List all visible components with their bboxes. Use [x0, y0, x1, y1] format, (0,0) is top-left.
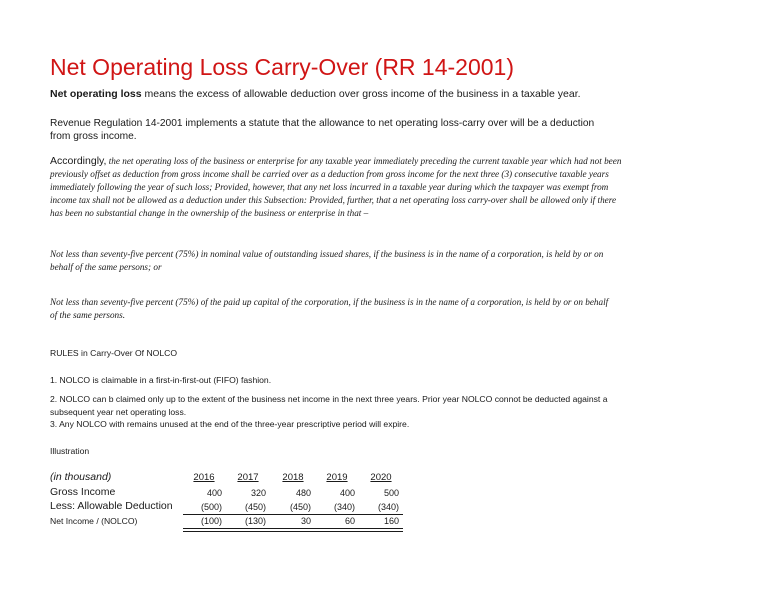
table-cell: (340) [333, 502, 355, 512]
subtotal-rule [183, 514, 403, 515]
table-cell: 30 [300, 516, 311, 526]
table-cell: 400 [339, 488, 355, 498]
year-header: 2018 [282, 472, 304, 483]
gross-income-label: Gross Income [50, 486, 116, 498]
revenue-regulation-paragraph: Revenue Regulation 14-2001 implements a statute that the allowance to net operating loss-carry over will be a deduction from gross income. [50, 118, 595, 142]
table-cell: 500 [383, 488, 399, 498]
table-cell: 320 [250, 488, 266, 498]
nol-definition-text: means the excess of allowable deduction over gross income of the business in a taxable year. [141, 88, 581, 100]
ownership-condition-1: Not less than seventy-five percent (75%) in nominal value of outstanding issued shares, if the business is in the name of a corporation, is held by or on behalf of the same persons; or [50, 249, 604, 272]
page-title: Net Operating Loss Carry-Over (RR 14-2001) [50, 54, 514, 80]
accordingly-paragraph [50, 155, 630, 220]
table-cell: (130) [244, 516, 266, 526]
nol-definition [50, 88, 730, 100]
table-cell: (100) [200, 516, 222, 526]
allowable-deduction-label: Less: Allowable Deduction [50, 500, 173, 512]
rule-2: 2. NOLCO can b claimed only up to the extent of the business net income in the next three years. Prior year NOLCO connot be deducted against a subsequent year net operating loss. [50, 394, 608, 417]
table-cell: 160 [383, 516, 399, 526]
unit-label: (in thousand) [50, 471, 112, 483]
rule-3: 3. Any NOLCO with remains unused at the end of the three-year prescriptive period will expire. [50, 419, 410, 429]
total-double-rule-top [183, 528, 403, 529]
ownership-condition-2: Not less than seventy-five percent (75%) of the paid up capital of the corporation, if the business is in the name of a corporation, is held by or on behalf of the same persons. [50, 297, 609, 320]
accordingly-text: the net operating loss of the business or enterprise for any taxable year immediately preceding the current taxable year which had not been previously offset as deduction from gross income shall be carried over as a deduction from gross income for the next three (3) consecutive taxable years immediately following the year of such loss; Provided, however, that any net loss incurred in a taxable year during which the taxpayer was exempt from income tax shall not be allowed as a deduction under this Subsection: Provided, further, that a net operating loss carry-over shall be allowed only if there has been no substantial change in the ownership of the business or enterprise in that – [50, 156, 622, 218]
table-cell: (450) [244, 502, 266, 512]
table-cell: (500) [200, 502, 222, 512]
year-header: 2019 [326, 472, 348, 483]
table-cell: 400 [206, 488, 222, 498]
year-header: 2017 [237, 472, 259, 483]
table-cell: (450) [289, 502, 311, 512]
year-header: 2020 [370, 472, 392, 483]
year-header: 2016 [193, 472, 215, 483]
accordingly-lead: Accordingly, [50, 155, 107, 167]
table-cell: 480 [295, 488, 311, 498]
total-double-rule-bottom [183, 531, 403, 532]
net-income-label: Net Income / (NOLCO) [50, 516, 138, 526]
nol-term: Net operating loss [50, 88, 142, 100]
illustration-heading: Illustration [50, 446, 90, 456]
table-cell: 60 [344, 516, 355, 526]
table-cell: (340) [377, 502, 399, 512]
rule-1: 1. NOLCO is claimable in a first-in-first-out (FIFO) fashion. [50, 375, 272, 385]
rules-heading: RULES in Carry-Over Of NOLCO [50, 348, 178, 358]
